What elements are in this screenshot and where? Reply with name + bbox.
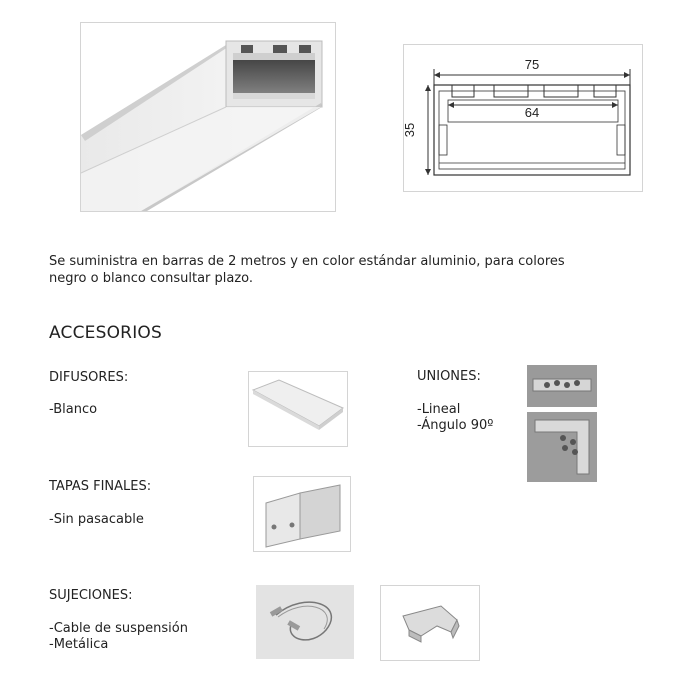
profile-section-drawing xyxy=(403,44,643,192)
sujeciones-item-cable: -Cable de suspensión xyxy=(49,621,188,636)
tapas-item: -Sin pasacable xyxy=(49,512,144,527)
diffuser-photo xyxy=(248,371,348,447)
difusores-title: DIFUSORES: xyxy=(49,370,129,385)
metal-clip-photo xyxy=(380,585,480,661)
sujeciones-title: SUJECIONES: xyxy=(49,588,133,603)
intro-line-2: negro o blanco consultar plazo. xyxy=(49,271,254,286)
uniones-title: UNIONES: xyxy=(417,369,481,384)
dimension-height: 35 xyxy=(402,122,417,138)
dimension-inner-width: 64 xyxy=(524,105,540,120)
sujeciones-item-metalica: -Metálica xyxy=(49,637,109,652)
tapas-title: TAPAS FINALES: xyxy=(49,479,152,494)
dimension-width: 75 xyxy=(524,57,540,72)
profile-photo xyxy=(80,22,336,212)
difusores-item: -Blanco xyxy=(49,402,98,417)
intro-line-1: Se suministra en barras de 2 metros y en color estándar aluminio, para colores xyxy=(49,254,565,269)
section-title: ACCESORIOS xyxy=(49,323,162,343)
uniones-item-lineal: -Lineal xyxy=(417,402,461,417)
angle-joint-photo xyxy=(527,412,597,482)
suspension-cable-photo xyxy=(256,585,354,659)
linear-joint-photo xyxy=(527,365,597,407)
uniones-item-angulo: -Ángulo 90º xyxy=(417,418,494,433)
end-cap-photo xyxy=(253,476,351,552)
